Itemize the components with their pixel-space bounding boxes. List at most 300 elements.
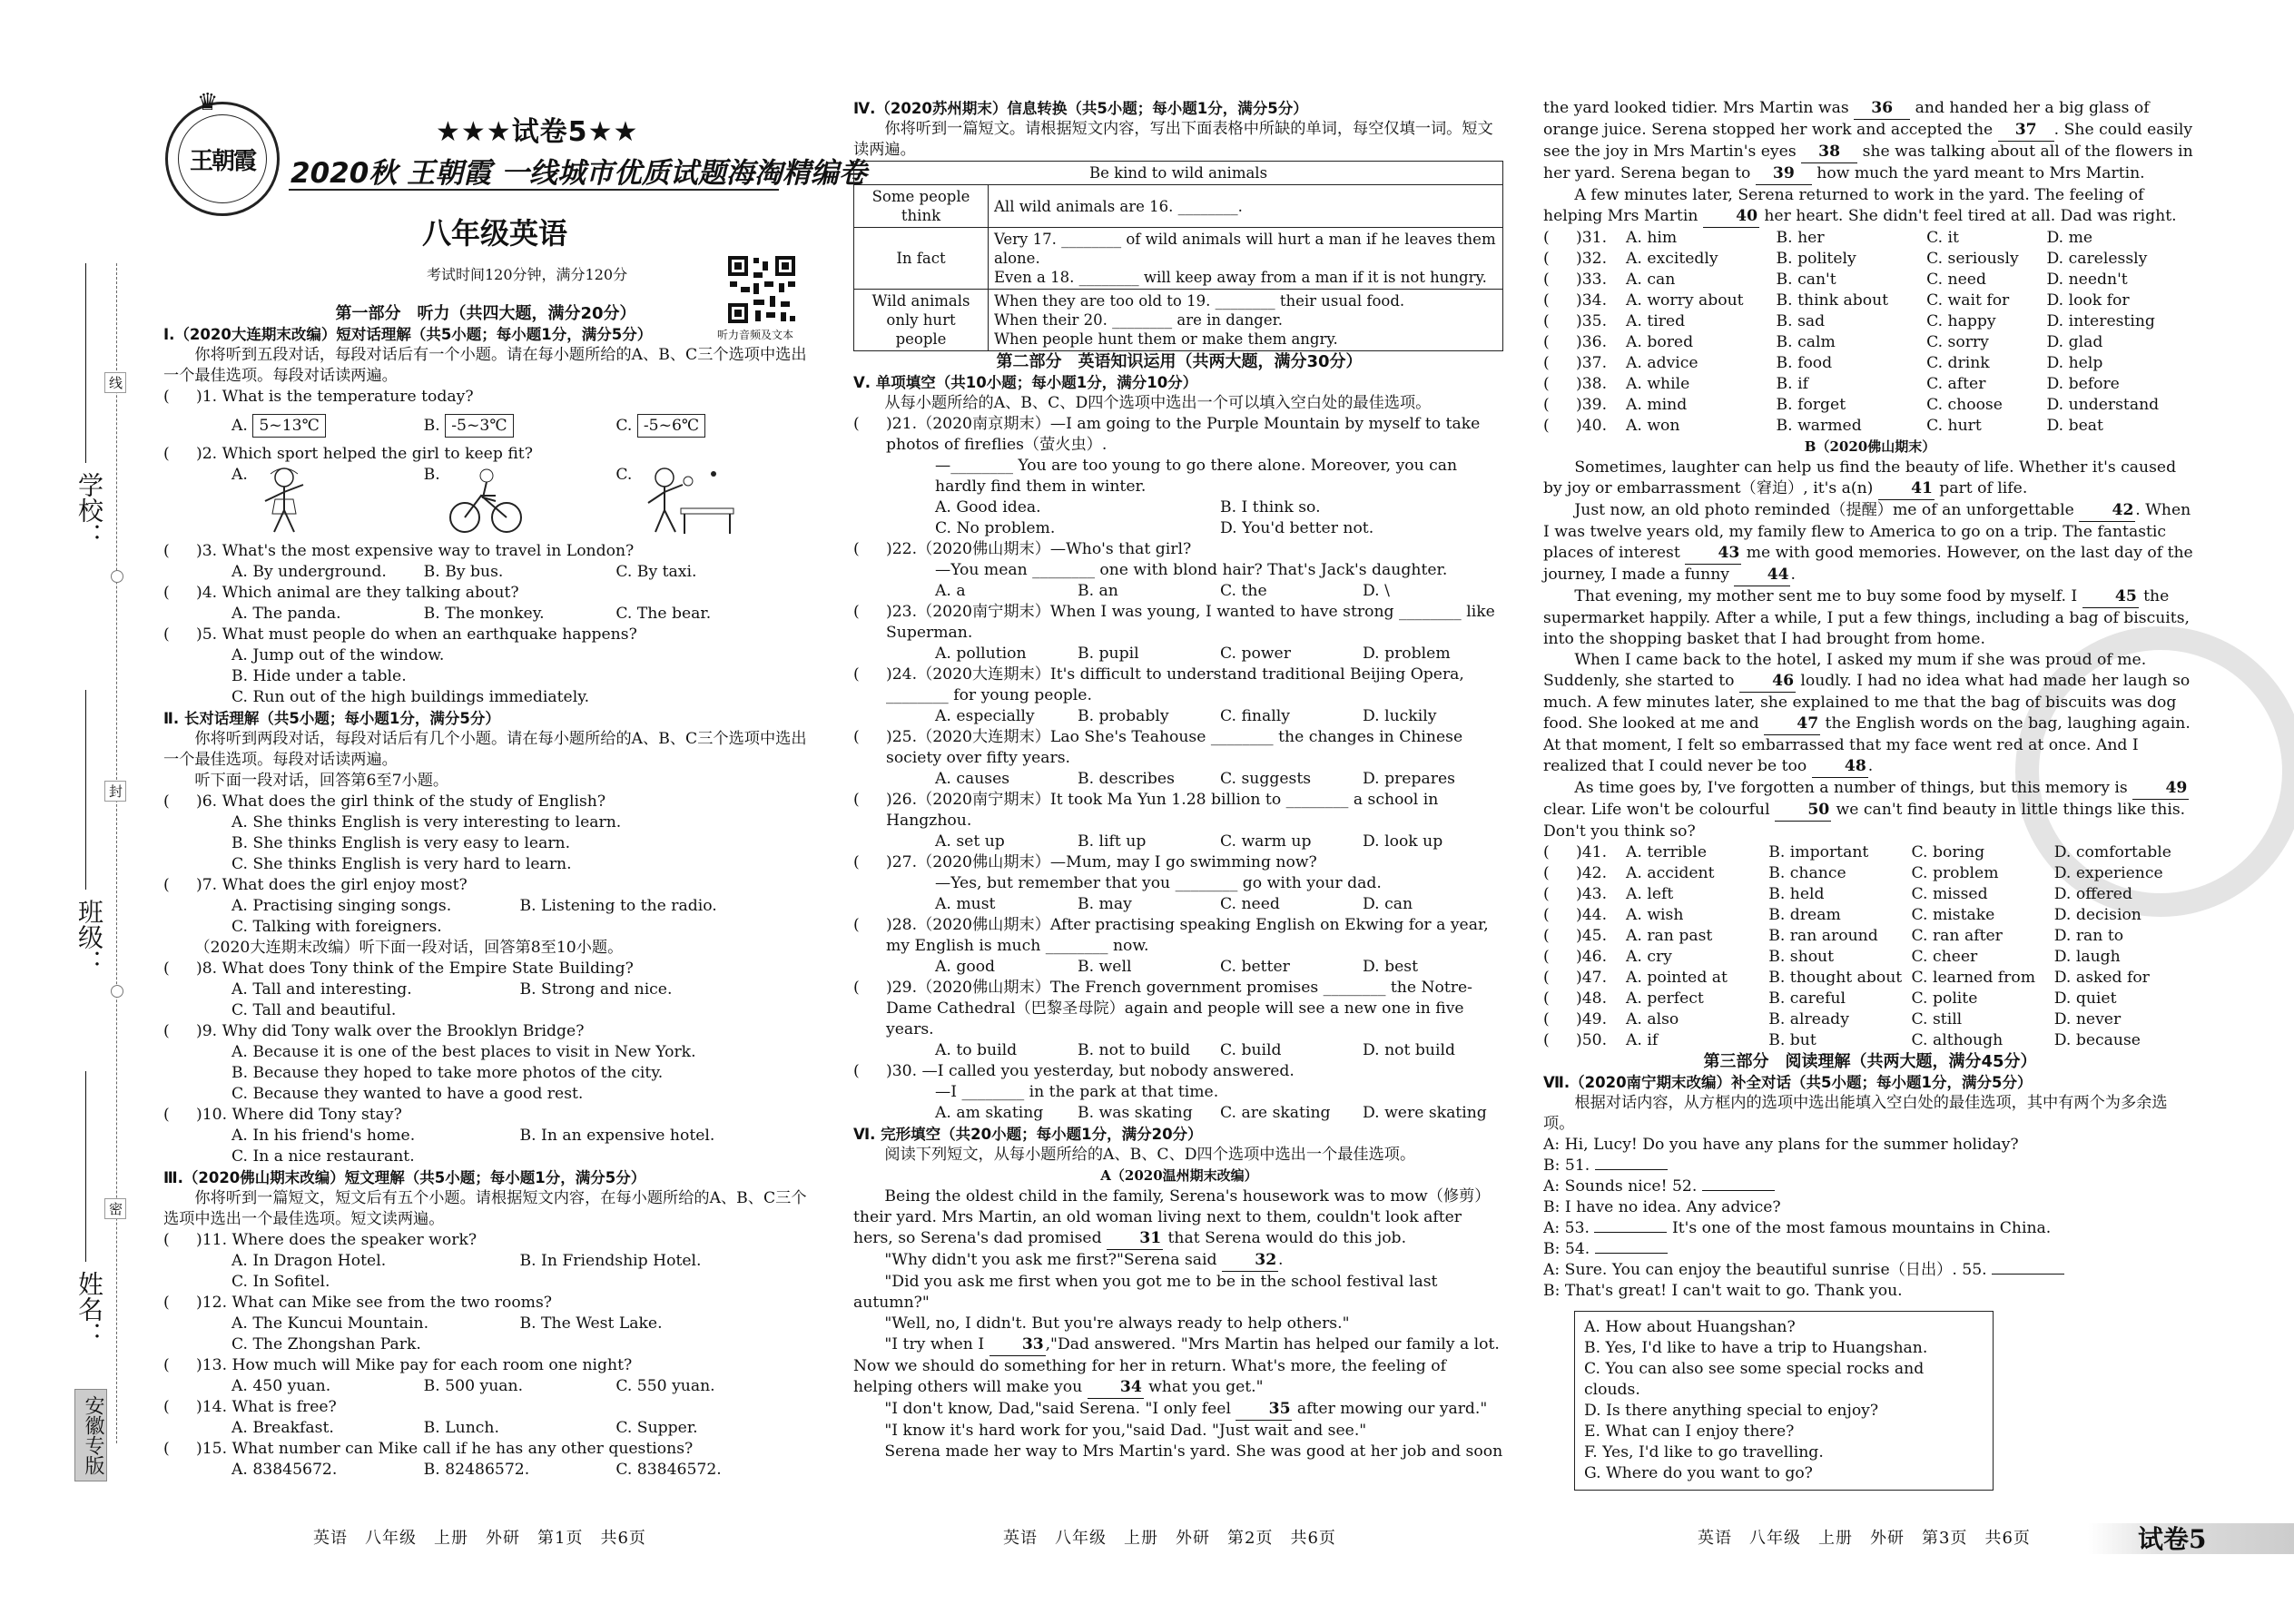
cloze-q42: ( )42. A. accident B. chance C. problem D. experience — [1543, 863, 2197, 884]
q10-option-b[interactable]: B. In an expensive hotel. — [519, 1127, 715, 1145]
cloze-q48: ( )48. A. perfect B. careful C. polite D. quiet — [1543, 989, 2197, 1009]
cloze-q50: ( )50. A. if B. but C. although D. because — [1543, 1030, 2197, 1051]
q4-option-b[interactable]: B. The monkey. — [423, 605, 545, 623]
cloze-q36: ( )36. A. bored B. calm C. sorry D. glad — [1543, 332, 2197, 353]
q46-option-b[interactable]: B. shout — [1768, 948, 1835, 966]
q33-option-b[interactable]: B. can't — [1776, 271, 1836, 289]
q50-option-c[interactable]: C. although — [1911, 1031, 2004, 1049]
q32-option-b[interactable]: B. politely — [1776, 250, 1856, 268]
q38-option-c[interactable]: C. after — [1926, 375, 1986, 393]
q4-option-c[interactable]: C. The bear. — [615, 605, 712, 623]
part3-heading: 第三部分 阅读理解（共两大题，满分45分） — [1703, 1052, 2037, 1071]
q23-option-d[interactable]: D. problem — [1363, 645, 1451, 663]
option-b[interactable]: B. Yes, I'd like to have a trip to Huangshan. — [1584, 1339, 1928, 1357]
q44-option-d[interactable]: D. decision — [2053, 906, 2141, 924]
q12-options — [163, 1314, 808, 1334]
footer-page-1: 英语 八年级 上册 外研 第1页 共6页 — [313, 1529, 646, 1548]
q50-option-b[interactable]: B. but — [1768, 1031, 1816, 1049]
q47-option-a[interactable]: A. pointed at — [1626, 969, 1728, 987]
cloze-q43: ( )43. A. left B. held C. missed D. offered — [1543, 884, 2197, 905]
q29-option-d[interactable]: D. not build — [1363, 1041, 1455, 1059]
q22-option-b[interactable]: B. an — [1078, 582, 1118, 600]
q7-option-c[interactable]: C. Talking with foreigners. — [231, 918, 442, 936]
q39-option-d[interactable]: D. understand — [2046, 396, 2160, 414]
q25-option-a[interactable]: A. causes — [935, 770, 1010, 788]
binding-mark-seal: 封 — [104, 781, 126, 802]
binding-hole-2 — [111, 985, 123, 998]
q11-options — [163, 1251, 808, 1272]
q1-option-b[interactable]: B. -5~3℃ — [424, 416, 616, 437]
q25-option-b[interactable]: B. describes — [1078, 770, 1175, 788]
q12-option-a[interactable]: A. The Kuncui Mountain. — [231, 1314, 429, 1333]
q9-option-c[interactable]: C. Because they wanted to have a good rest. — [231, 1085, 584, 1103]
q28-option-c[interactable]: C. better — [1220, 958, 1290, 976]
blank-41[interactable]: 41 — [1878, 478, 1935, 500]
q23-option-a[interactable]: A. pollution — [935, 645, 1027, 663]
q47-option-d[interactable]: D. asked for — [2053, 969, 2150, 987]
q6-option-a[interactable]: A. She thinks English is very interesting to learn. — [231, 813, 622, 832]
q34-option-a[interactable]: A. worry about — [1626, 291, 1744, 310]
q32-option-d[interactable]: D. carelessly — [2046, 250, 2148, 268]
q11-option-a[interactable]: A. In Dragon Hotel. — [231, 1252, 387, 1270]
q39-option-a[interactable]: A. mind — [1626, 396, 1688, 414]
cloze-q46: ( )46. A. cry B. shout C. cheer D. laugh — [1543, 947, 2197, 968]
q41-option-b[interactable]: B. important — [1768, 843, 1869, 861]
q11-option-b[interactable]: B. In Friendship Hotel. — [519, 1252, 702, 1270]
q12-option-c[interactable]: C. The Zhongshan Park. — [231, 1335, 421, 1353]
question-14: ( )14. What is free? — [163, 1398, 337, 1416]
q8-option-b[interactable]: B. Strong and nice. — [519, 980, 673, 999]
q48-option-a[interactable]: A. perfect — [1626, 989, 1704, 1008]
q24-option-b[interactable]: B. probably — [1078, 707, 1169, 725]
q33-option-a[interactable]: A. can — [1626, 271, 1676, 289]
q47-option-c[interactable]: C. learned from — [1911, 969, 2036, 987]
blank-18[interactable]: Even a 18. ________ will keep away from a man if it is not hungry. — [994, 269, 1487, 286]
q43-option-d[interactable]: D. offered — [2053, 885, 2132, 903]
q37-option-c[interactable]: C. drink — [1926, 354, 1990, 372]
q24-option-d[interactable]: D. luckily — [1363, 707, 1437, 725]
q23-option-c[interactable]: C. power — [1220, 645, 1291, 663]
section2-title: Ⅱ. 长对话理解（共5小题；每小题1分，满分5分） — [163, 710, 500, 727]
question-30: ( )30. —I called you yesterday, but nobody answered. — [853, 1062, 1295, 1080]
qr-caption: 听力音频及文本 — [717, 329, 794, 341]
q40-option-c[interactable]: C. hurt — [1926, 417, 1982, 435]
question-23: ( )23.（2020南宁期末）When I was young, I wanted to have strong ________ like Superman. — [853, 603, 1495, 642]
info-table — [853, 161, 1503, 351]
section7-desc: 根据对话内容，从方框内的选项中选出能填入空白处的最佳选项，其中有两个为多余选项。 — [1543, 1094, 2168, 1133]
blank-38[interactable]: 38 — [1801, 142, 1857, 163]
q26-option-d[interactable]: D. look up — [1363, 832, 1443, 851]
q44-option-b[interactable]: B. dream — [1768, 906, 1841, 924]
brand-logo-text: 王朝霞 — [178, 114, 267, 203]
blank-31[interactable]: 31 — [1107, 1228, 1163, 1250]
q12-option-b[interactable]: B. The West Lake. — [519, 1314, 663, 1333]
blank-40[interactable]: 40 — [1703, 206, 1759, 228]
cloze-q39: ( )39. A. mind B. forget C. choose D. understand — [1543, 395, 2197, 416]
q1-option-a[interactable]: A. 5~13℃ — [231, 416, 424, 437]
section4-desc: 你将听到一篇短文。请根据短文内容，写出下面表格中所缺的单词，每空仅填一词。短文读两遍。 — [853, 120, 1493, 159]
q22-option-d[interactable]: D. \ — [1363, 582, 1390, 600]
q15-option-a[interactable]: A. 83845672. — [231, 1461, 338, 1479]
q5-option-b[interactable]: B. Hide under a table. — [231, 667, 407, 685]
blank-34[interactable]: 34 — [1088, 1377, 1144, 1399]
cloze-q35: ( )35. A. tired B. sad C. happy D. interesting — [1543, 311, 2197, 332]
q3-option-c[interactable]: C. By taxi. — [615, 563, 697, 581]
footer-page-2: 英语 八年级 上册 外研 第2页 共6页 — [1003, 1529, 1336, 1548]
q40-option-a[interactable]: A. won — [1626, 417, 1680, 435]
q4-options — [163, 604, 808, 625]
q23-option-b[interactable]: B. pupil — [1078, 645, 1139, 663]
blank-53[interactable] — [1594, 1232, 1667, 1233]
question-9: ( )9. Why did Tony walk over the Brooklyn Bridge? — [163, 1022, 585, 1040]
cloze-q31: ( )31. A. him B. her C. it D. me — [1543, 228, 2197, 249]
q31-option-d[interactable]: D. me — [2046, 229, 2093, 247]
q40-option-b[interactable]: B. warmed — [1776, 417, 1862, 435]
question-13: ( )13. How much will Mike pay for each room one night? — [163, 1356, 633, 1374]
edition-badge: 安徽专版 — [74, 1389, 107, 1481]
q36-option-c[interactable]: C. sorry — [1926, 333, 1989, 351]
section5-desc: 从每小题所给的A、B、C、D四个选项中选出一个可以填入空白处的最佳选项。 — [884, 394, 1432, 412]
q10-option-a[interactable]: A. In his friend's home. — [231, 1127, 416, 1145]
q3-option-b[interactable]: B. By bus. — [423, 563, 504, 581]
q49-option-b[interactable]: B. already — [1768, 1010, 1849, 1029]
blank-43[interactable]: 43 — [1685, 543, 1741, 565]
school-field[interactable] — [85, 263, 86, 463]
cloze-q44: ( )44. A. wish B. dream C. mistake D. decision — [1543, 905, 2197, 926]
q15-option-c[interactable]: C. 83846572. — [615, 1461, 722, 1479]
q23-options — [853, 644, 1505, 664]
q42-option-b[interactable]: B. chance — [1768, 864, 1846, 882]
q45-option-d[interactable]: D. ran to — [2053, 927, 2124, 945]
column-3 — [1543, 98, 2197, 1491]
q41-option-d[interactable]: D. comfortable — [2053, 843, 2171, 861]
q28-option-a[interactable]: A. good — [935, 958, 996, 976]
q27-option-a[interactable]: A. must — [935, 895, 996, 913]
q38-option-b[interactable]: B. if — [1776, 375, 1808, 393]
q29-option-c[interactable]: C. build — [1220, 1041, 1282, 1059]
question-10: ( )10. Where did Tony stay? — [163, 1106, 402, 1124]
q28-option-b[interactable]: B. well — [1078, 958, 1132, 976]
q30-options — [853, 1103, 1505, 1124]
brand-logo — [165, 102, 280, 216]
section7-title: Ⅶ.（2020南宁期末改编）补全对话（共5小题；每小题1分，满分5分） — [1543, 1074, 2033, 1091]
q26-option-c[interactable]: C. warm up — [1220, 832, 1312, 851]
blank-48[interactable]: 48 — [1812, 756, 1868, 778]
name-field[interactable] — [85, 1071, 86, 1262]
q42-option-d[interactable]: D. experience — [2053, 864, 2163, 882]
q27-option-d[interactable]: D. can — [1363, 895, 1413, 913]
q48-option-b[interactable]: B. careful — [1768, 989, 1846, 1008]
q21-option-d[interactable]: D. You'd better not. — [1220, 519, 1374, 537]
q13-option-b[interactable]: B. 500 yuan. — [423, 1377, 524, 1395]
binding-dash-line — [116, 263, 117, 1443]
q14-option-a[interactable]: A. Breakfast. — [231, 1419, 334, 1437]
q2-option-c[interactable]: C. — [615, 465, 808, 541]
option-c[interactable]: C. You can also see some special rocks and clouds. — [1584, 1360, 1925, 1399]
q2-option-a[interactable]: A. — [231, 465, 424, 541]
q4-option-a[interactable]: A. The panda. — [231, 605, 341, 623]
part2-heading: 第二部分 英语知识运用（共两大题，满分30分） — [996, 352, 1363, 371]
blank-44[interactable]: 44 — [1734, 565, 1790, 586]
dialog-line-4: B: I have no idea. Any advice? — [1543, 1198, 1781, 1216]
question-21: ( )21.（2020南京期末）—I am going to the Purple Mountain by myself to take photos of fireflies（萤火虫）. — [853, 415, 1481, 454]
q21-option-b[interactable]: B. I think so. — [1220, 498, 1321, 517]
section2-dialog2-note: （2020大连期末改编）听下面一段对话，回答第8至10小题。 — [194, 939, 624, 957]
q3-options — [163, 562, 808, 583]
blank-54[interactable] — [1595, 1253, 1668, 1254]
section3-desc: 你将听到一篇短文，短文后有五个小题。请根据短文内容，在每小题所给的A、B、C三个选项中选出一个最佳选项。短文读两遍。 — [163, 1189, 807, 1228]
q21-option-c[interactable]: C. No problem. — [935, 519, 1056, 537]
q46-option-d[interactable]: D. laugh — [2053, 948, 2121, 966]
q22-option-a[interactable]: A. a — [935, 582, 966, 600]
q34-option-b[interactable]: B. think about — [1776, 291, 1889, 310]
q30-option-c[interactable]: C. are skating — [1220, 1104, 1331, 1122]
q15-options — [163, 1460, 808, 1481]
q6-option-b[interactable]: B. She thinks English is very easy to learn. — [231, 834, 571, 852]
blank-46[interactable]: 46 — [1739, 671, 1796, 693]
q21-option-a[interactable]: A. Good idea. — [935, 498, 1041, 517]
q41-option-a[interactable]: A. terrible — [1626, 843, 1708, 861]
blank-47[interactable]: 47 — [1764, 714, 1820, 735]
q43-option-a[interactable]: A. left — [1626, 885, 1674, 903]
cloze-q34: ( )34. A. worry about B. think about C. wait for D. look for — [1543, 290, 2197, 311]
passage-a-p5: "I try when I 33 ,"Dad answered. "Mrs Martin has helped our family a lot. Now we should do something for her in return. What's more, the feeling of helping others will make you 34 what you get." — [853, 1334, 1505, 1399]
blank-39[interactable]: 39 — [1756, 163, 1812, 185]
q38-option-a[interactable]: A. while — [1626, 375, 1690, 393]
q28-option-d[interactable]: D. best — [1363, 958, 1418, 976]
cloze-q33: ( )33. A. can B. can't C. need D. needn't — [1543, 270, 2197, 290]
passage-b-p2: Just now, an old photo reminded（提醒）me of an unforgettable 42 . When I was twelve years old, my family flew to America to go on a trip. The fantastic places of interest 43 me with good memories. However, on the last day of the journey, I made a funny 44 . — [1543, 500, 2197, 586]
q30-option-a[interactable]: A. am skating — [935, 1104, 1044, 1122]
q42-option-a[interactable]: A. accident — [1626, 864, 1715, 882]
option-a[interactable]: A. How about Huangshan? — [1584, 1318, 1796, 1336]
question-1: ( )1. What is the temperature today? — [163, 388, 474, 406]
q9-option-a[interactable]: A. Because it is one of the best places to visit in New York. — [231, 1043, 696, 1061]
passage-a-p6: "I don't know, Dad,"said Serena. "I only feel 35 after mowing our yard." — [853, 1399, 1505, 1421]
q14-option-c[interactable]: C. Supper. — [615, 1419, 698, 1437]
blank-45[interactable]: 45 — [2082, 586, 2139, 608]
q11-option-c[interactable]: C. In Sofitel. — [231, 1273, 330, 1291]
passage-b-p3: That evening, my mother sent me to buy some food by myself. I 45 the supermarket happily. After a while, I put a few things, including a bag of biscuits, into the shopping basket that I had brought from home. — [1543, 587, 2190, 648]
blank-17[interactable]: Very 17. ________ of wild animals will hurt a man if he leaves them alone. — [994, 231, 1496, 267]
question-22: ( )22.（2020佛山期末）—Who's that girl? — [853, 540, 1192, 558]
q35-option-c[interactable]: C. happy — [1926, 312, 1996, 330]
q40-option-d[interactable]: D. beat — [2046, 417, 2103, 435]
dialog-line-2: B: 51. — [1543, 1156, 2197, 1176]
q35-option-a[interactable]: A. tired — [1626, 312, 1686, 330]
cloze-q45: ( )45. A. ran past B. ran around C. ran after D. ran to — [1543, 926, 2197, 947]
q44-option-c[interactable]: C. mistake — [1911, 906, 1995, 924]
question-26: ( )26.（2020南宁期末）It took Ma Yun 1.28 billion to ________ a school in Hangzhou. — [853, 791, 1439, 830]
blank-32[interactable]: 32 — [1222, 1250, 1278, 1272]
q35-option-d[interactable]: D. interesting — [2046, 312, 2155, 330]
q37-option-d[interactable]: D. help — [2046, 354, 2103, 372]
dialog-line-7: A: Sure. You can enjoy the beautiful sunrise（日出）. 55. — [1543, 1260, 2197, 1281]
q36-option-d[interactable]: D. glad — [2046, 333, 2103, 351]
q31-option-b[interactable]: B. her — [1776, 229, 1825, 247]
q39-option-c[interactable]: C. choose — [1926, 396, 2003, 414]
q22-options — [853, 581, 1505, 602]
q6-option-c[interactable]: C. She thinks English is very hard to learn. — [231, 855, 572, 873]
school-label: 学校： — [74, 472, 104, 548]
blank-37[interactable]: 37 — [1998, 120, 2054, 142]
question-6: ( )6. What does the girl think of the study of English? — [163, 792, 606, 811]
q14-option-b[interactable]: B. Lunch. — [423, 1419, 499, 1437]
q30-option-d[interactable]: D. were skating — [1363, 1104, 1487, 1122]
q42-option-c[interactable]: C. problem — [1911, 864, 1999, 882]
q27-option-c[interactable]: C. need — [1220, 895, 1280, 913]
q32-option-a[interactable]: A. excitedly — [1626, 250, 1718, 268]
table-row2-label: In fact — [854, 228, 989, 290]
title-underline — [289, 189, 779, 191]
q26-option-b[interactable]: B. lift up — [1078, 832, 1147, 851]
column-2 — [853, 98, 1505, 1462]
q13-option-c[interactable]: C. 550 yuan. — [615, 1377, 715, 1395]
option-box — [1574, 1311, 1994, 1491]
q33-option-c[interactable]: C. need — [1926, 271, 1986, 289]
q36-option-b[interactable]: B. calm — [1776, 333, 1836, 351]
q27-option-b[interactable]: B. may — [1078, 895, 1132, 913]
q7-option-b[interactable]: B. Listening to the radio. — [519, 897, 717, 915]
q26-option-a[interactable]: A. set up — [935, 832, 1005, 851]
q29-option-a[interactable]: A. to build — [935, 1041, 1018, 1059]
q47-option-b[interactable]: B. thought about — [1768, 969, 1903, 987]
cloze-q40: ( )40. A. won B. warmed C. hurt D. beat — [1543, 416, 2197, 437]
option-f[interactable]: F. Yes, I'd like to go travelling. — [1584, 1443, 1824, 1462]
q39-option-b[interactable]: B. forget — [1776, 396, 1846, 414]
q29-option-b[interactable]: B. not to build — [1078, 1041, 1191, 1059]
q29-options — [853, 1040, 1505, 1061]
option-e[interactable]: E. What can I enjoy there? — [1584, 1422, 1795, 1441]
q37-option-b[interactable]: B. food — [1776, 354, 1833, 372]
q45-option-a[interactable]: A. ran past — [1626, 927, 1713, 945]
class-field[interactable] — [85, 690, 86, 890]
blank-52[interactable] — [1702, 1190, 1775, 1191]
cloze-q37: ( )37. A. advice B. food C. drink D. help — [1543, 353, 2197, 374]
subject-title: 八年级英语 — [422, 216, 568, 251]
q32-option-c[interactable]: C. seriously — [1926, 250, 2019, 268]
passage-b-title: B（2020佛山期末） — [1804, 438, 1936, 455]
q49-option-c[interactable]: C. still — [1911, 1010, 1963, 1029]
q36-option-a[interactable]: A. bored — [1626, 333, 1694, 351]
blank-51[interactable] — [1595, 1169, 1668, 1170]
q33-option-d[interactable]: D. needn't — [2046, 271, 2128, 289]
q50-option-d[interactable]: D. because — [2053, 1031, 2141, 1049]
q8-option-c[interactable]: C. Tall and beautiful. — [231, 1001, 397, 1019]
q7-option-a[interactable]: A. Practising singing songs. — [231, 897, 452, 915]
blank-35[interactable]: 35 — [1236, 1399, 1292, 1421]
q24-options — [853, 706, 1505, 727]
q13-options — [163, 1376, 808, 1397]
q10-options — [163, 1126, 808, 1147]
option-g[interactable]: G. Where do you want to go? — [1584, 1464, 1813, 1482]
q49-option-a[interactable]: A. also — [1626, 1010, 1679, 1029]
q1-options — [163, 408, 808, 444]
q24-option-c[interactable]: C. finally — [1220, 707, 1290, 725]
section1-desc: 你将听到五段对话，每段对话后有一个小题。请在每小题所给的A、B、C三个选项中选出一个最佳选项。每段对话读两遍。 — [163, 346, 807, 385]
question-2: ( )2. Which sport helped the girl to keep fit? — [163, 445, 533, 463]
q2-option-b[interactable]: B. — [424, 465, 616, 541]
q3-option-a[interactable]: A. By underground. — [231, 563, 387, 581]
blank-42[interactable]: 42 — [2079, 500, 2135, 522]
footer-page-3: 英语 八年级 上册 外研 第3页 共6页 — [1698, 1529, 2031, 1548]
q8-options — [163, 979, 808, 1000]
q22-stem2: —You mean ________ one with blond hair? That's Jack's daughter. — [935, 561, 1448, 579]
passage-b-p5: As time goes by, I've forgotten a number of things, but this memory is 49 clear. Life won't be colourful 50 we can't find beauty in little things like this. Don't you think so? — [1543, 779, 2188, 841]
paper-number: ★★★试卷5★★ — [436, 116, 639, 148]
cloze-q47: ( )47. A. pointed at B. thought about C. learned from D. asked for — [1543, 968, 2197, 989]
q45-option-c[interactable]: C. ran after — [1911, 927, 2003, 945]
blank-20[interactable]: When their 20. ________ are in danger. — [994, 311, 1283, 329]
q27-options — [853, 894, 1505, 915]
section2-desc: 你将听到两段对话，每段对话后有几个小题。请在每小题所给的A、B、C三个选项中选出一个最佳选项。每段对话读两遍。 — [163, 730, 807, 769]
section5-title: Ⅴ. 单项填空（共10小题；每小题1分，满分10分） — [853, 374, 1198, 391]
q43-option-c[interactable]: C. missed — [1911, 885, 1988, 903]
blank-19[interactable]: When they are too old to 19. ________ their usual food. — [994, 292, 1405, 310]
q8-option-a[interactable]: A. Tall and interesting. — [231, 980, 412, 999]
blank-55[interactable] — [1992, 1274, 2064, 1275]
q1-option-c[interactable]: C. -5~6℃ — [615, 416, 808, 437]
q13-option-a[interactable]: A. 450 yuan. — [231, 1377, 331, 1395]
passage-a-p1: Being the oldest child in the family, Serena's housework was to mow（修剪）their yard. Mrs Martin, an old woman living next to them, couldn't look after hers, so Serena's dad promised 31 that Serena would do this job. — [853, 1186, 1505, 1250]
q25-option-c[interactable]: C. suggests — [1220, 770, 1312, 788]
q25-option-d[interactable]: D. prepares — [1363, 770, 1455, 788]
cycling-icon — [445, 465, 527, 537]
q49-option-d[interactable]: D. never — [2053, 1010, 2122, 1029]
q50-option-a[interactable]: A. if — [1626, 1031, 1659, 1049]
q48-option-c[interactable]: C. polite — [1911, 989, 1978, 1008]
series-title: 2020秋 王朝霞 一线城市优质试题海淘精编卷 — [290, 157, 867, 190]
q45-option-b[interactable]: B. ran around — [1768, 927, 1878, 945]
q44-option-a[interactable]: A. wish — [1626, 906, 1684, 924]
blank-16[interactable]: All wild animals are 16. ________. — [989, 185, 1503, 228]
blank-33[interactable]: 33 — [989, 1334, 1046, 1356]
question-28: ( )28.（2020佛山期末）After practising speaking English on Ekwing for a year, my English is much ________ now. — [853, 916, 1489, 955]
blank-49[interactable]: 49 — [2132, 778, 2189, 800]
question-11: ( )11. Where does the speaker work? — [163, 1231, 478, 1249]
q31-option-a[interactable]: A. him — [1626, 229, 1678, 247]
q37-option-a[interactable]: A. advice — [1626, 354, 1698, 372]
q46-option-a[interactable]: A. cry — [1626, 948, 1672, 966]
q41-option-c[interactable]: C. boring — [1911, 843, 1985, 861]
footer-paper-tag: 试卷5 — [2138, 1524, 2207, 1554]
q9-option-b[interactable]: B. Because they hoped to take more photos of the city. — [231, 1064, 664, 1082]
q38-option-d[interactable]: D. before — [2046, 375, 2120, 393]
q46-option-c[interactable]: C. cheer — [1911, 948, 1978, 966]
q30-option-b[interactable]: B. was skating — [1078, 1104, 1193, 1122]
q24-option-a[interactable]: A. especially — [935, 707, 1035, 725]
q31-option-c[interactable]: C. it — [1926, 229, 1959, 247]
passage-a-p7: "I know it's hard work for you,"said Dad. "Just wait and see." — [884, 1422, 1367, 1440]
q34-option-d[interactable]: D. look for — [2046, 291, 2130, 310]
blank-36[interactable]: 36 — [1854, 98, 1910, 120]
option-d[interactable]: D. Is there anything special to enjoy? — [1584, 1402, 1879, 1420]
blank-50[interactable]: 50 — [1775, 800, 1831, 822]
q5-option-c[interactable]: C. Run out of the high buildings immediately. — [231, 688, 590, 706]
q5-option-a[interactable]: A. Jump out of the window. — [231, 646, 445, 664]
binding-mark-line: 线 — [104, 372, 126, 393]
dialog-line-1: A: Hi, Lucy! Do you have any plans for the summer holiday? — [1543, 1136, 2019, 1154]
question-5: ( )5. What must people do when an earthquake happens? — [163, 625, 637, 644]
q22-option-c[interactable]: C. the — [1220, 582, 1267, 600]
q15-option-b[interactable]: B. 82486572. — [423, 1461, 530, 1479]
q43-option-b[interactable]: B. held — [1768, 885, 1825, 903]
q35-option-b[interactable]: B. sad — [1776, 312, 1826, 330]
q34-option-c[interactable]: C. wait for — [1926, 291, 2010, 310]
q48-option-d[interactable]: D. quiet — [2053, 989, 2117, 1008]
q10-option-c[interactable]: C. In a nice restaurant. — [231, 1147, 415, 1166]
passage-a-p2: "Why didn't you ask me first?"Serena said 32 . — [853, 1250, 1505, 1272]
